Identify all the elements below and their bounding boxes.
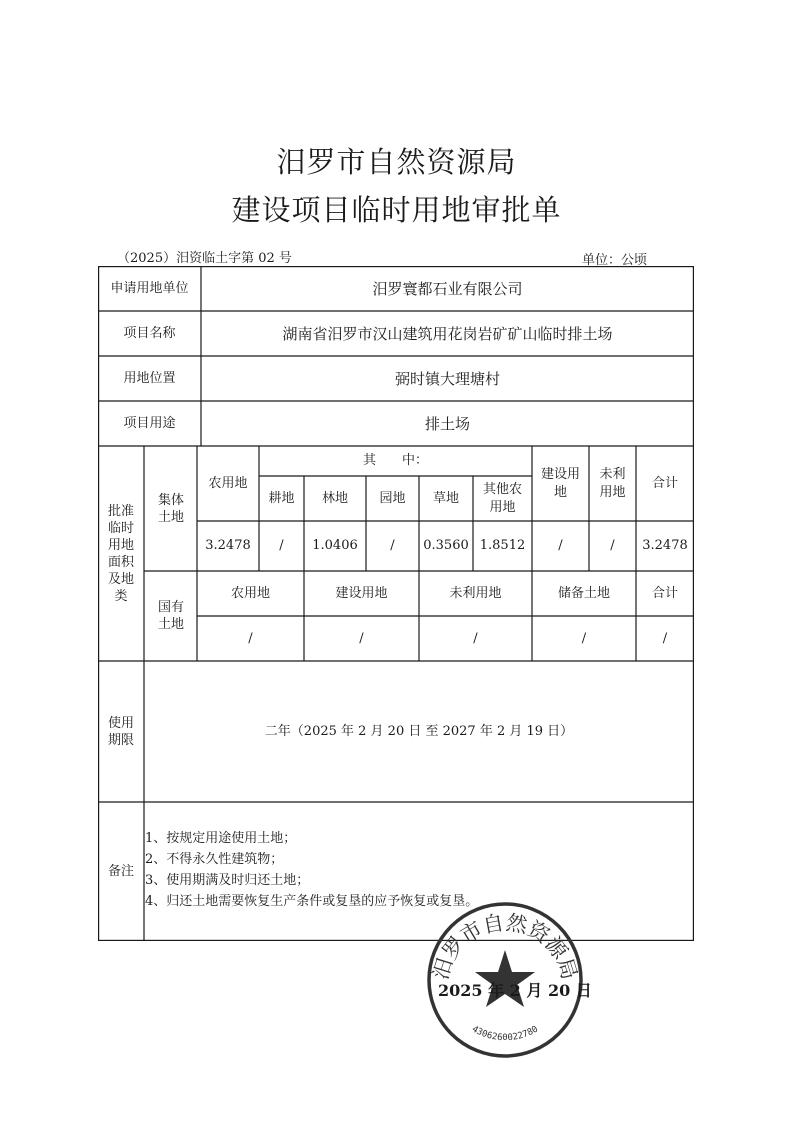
build-land-header: 建设用地 bbox=[540, 466, 580, 500]
remark-item: 3、使用期满及时归还土地； bbox=[145, 873, 310, 888]
value-farm-land: 3.2478 bbox=[205, 538, 251, 553]
period-value: 二年（2025 年 2 月 20 日 至 2027 年 2 月 19 日） bbox=[264, 723, 574, 739]
value-other-farm: 1.8512 bbox=[479, 538, 526, 553]
remark-item: 4、归还土地需要恢复生产条件或复垦的应予恢复或复垦。 bbox=[145, 894, 479, 909]
seal-text: 汨罗市自然资源局 bbox=[428, 910, 582, 983]
area-side-label: 批准临时用地面积及地类 bbox=[107, 503, 134, 604]
state-header-reserve: 储备土地 bbox=[557, 585, 610, 601]
state-header-unused: 未利用地 bbox=[449, 585, 502, 601]
location-label: 用地位置 bbox=[123, 370, 176, 386]
use-label: 项目用途 bbox=[123, 415, 176, 431]
unused-land-header: 未利用地 bbox=[599, 466, 626, 500]
state-header-total: 合计 bbox=[651, 585, 678, 601]
sub-header-grass: 草地 bbox=[432, 490, 459, 506]
farm-land-header: 农用地 bbox=[208, 475, 248, 491]
collective-total-header: 合计 bbox=[651, 475, 678, 491]
state-land-label: 国有土地 bbox=[158, 600, 185, 632]
sub-header-cropland: 耕地 bbox=[268, 490, 295, 506]
value-unused-land: / bbox=[610, 538, 615, 553]
among-header: 其 中： bbox=[362, 453, 428, 468]
use-value: 排土场 bbox=[424, 414, 470, 433]
value-build-land: / bbox=[558, 538, 563, 553]
value-collective-total: 3.2478 bbox=[642, 538, 688, 553]
value-cropland: / bbox=[279, 538, 284, 553]
state-value-build: / bbox=[359, 630, 364, 646]
state-value-reserve: / bbox=[581, 630, 587, 646]
period-label: 使用期限 bbox=[107, 715, 134, 748]
state-value-unused: / bbox=[473, 630, 478, 646]
applicant-value: 汨罗寰都石业有限公司 bbox=[372, 279, 523, 298]
state-value-farm: / bbox=[248, 630, 253, 646]
state-header-farm: 农用地 bbox=[230, 585, 270, 601]
value-grass: 0.3560 bbox=[423, 538, 469, 553]
value-garden: / bbox=[390, 538, 395, 553]
state-header-build: 建设用地 bbox=[335, 585, 388, 601]
sub-header-other-farm: 其他农用地 bbox=[482, 481, 522, 515]
location-value: 弼时镇大理塘村 bbox=[394, 369, 500, 388]
project-label: 项目名称 bbox=[123, 325, 176, 341]
applicant-label: 申请用地单位 bbox=[110, 280, 189, 296]
remark-item: 2、不得永久性建筑物； bbox=[145, 852, 284, 867]
state-value-total: / bbox=[662, 630, 668, 646]
doc-title: 建设项目临时用地审批单 bbox=[231, 193, 562, 227]
remarks-label: 备注 bbox=[107, 863, 134, 879]
issue-date: 2025 年 2 月 20 日 bbox=[438, 981, 592, 1000]
unit-label: 单位：公顷 bbox=[582, 253, 648, 268]
value-forest: 1.0406 bbox=[312, 538, 358, 553]
doc-title-org: 汨罗市自然资源局 bbox=[276, 145, 517, 179]
document-number: （2025）汨资临土字第 02 号 bbox=[117, 251, 292, 266]
collective-land-label: 集体土地 bbox=[158, 492, 185, 525]
remark-item: 1、按规定用途使用土地； bbox=[145, 831, 297, 846]
project-value: 湖南省汨罗市汉山建筑用花岗岩矿矿山临时排土场 bbox=[282, 324, 613, 343]
sub-header-forest: 林地 bbox=[321, 490, 348, 506]
seal-code: 4306260022780 bbox=[470, 1024, 540, 1044]
svg-text:4306260022780 bbox=[470, 1024, 540, 1043]
sub-header-garden: 园地 bbox=[379, 490, 406, 506]
